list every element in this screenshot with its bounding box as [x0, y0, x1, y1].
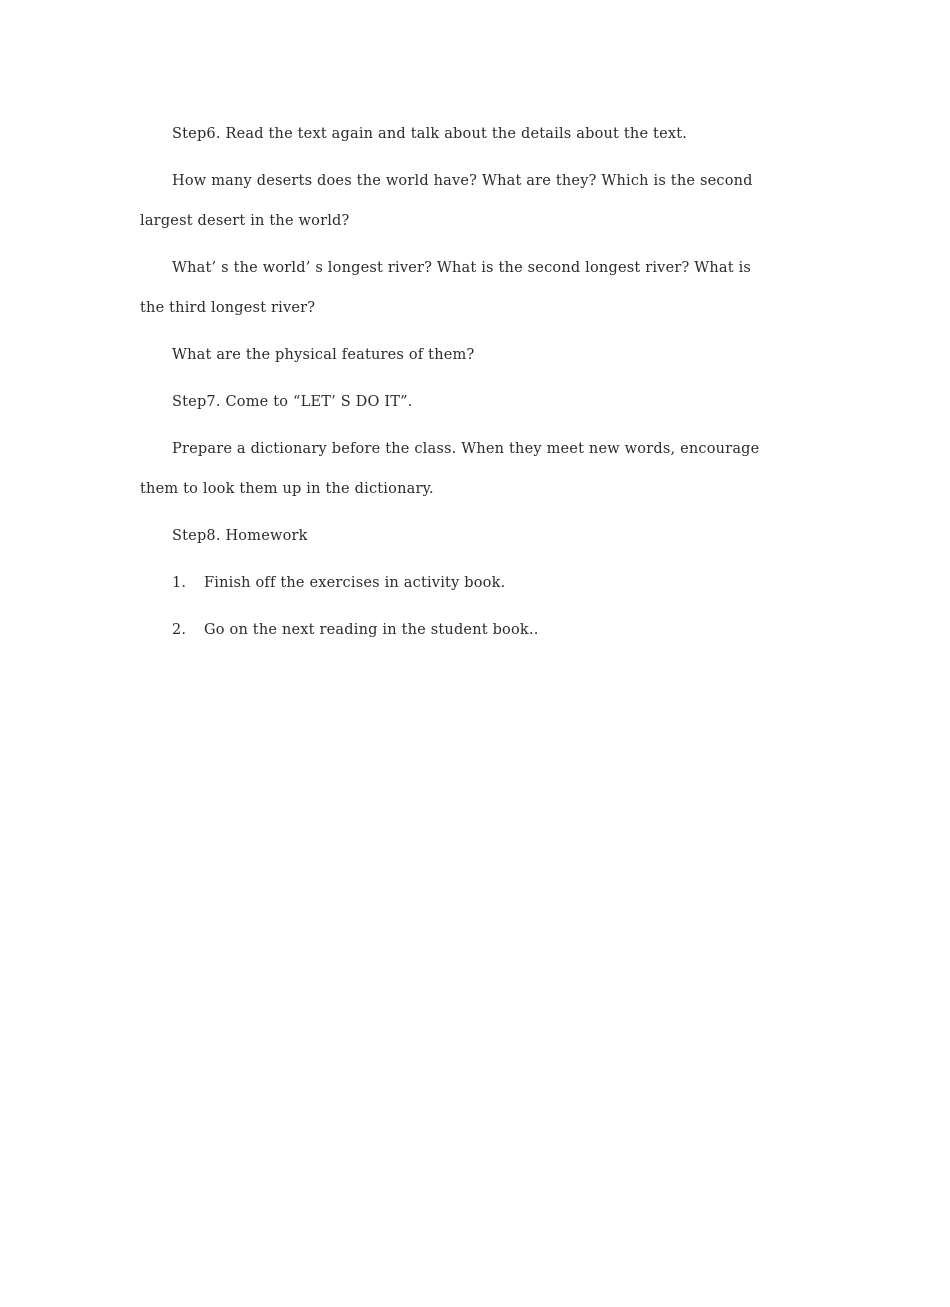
step6-heading: Step6. Read the text again and talk about the details about the text.	[172, 126, 688, 142]
homework-item-1-number: 1.	[172, 575, 187, 591]
question-rivers-line1: What’ s the world’ s longest river? What is the second longest river? What is	[172, 260, 752, 276]
step7-paragraph-line1: Prepare a dictionary before the class. When they meet new words, encourage	[172, 441, 760, 457]
step7-paragraph-line2: them to look them up in the dictionary.	[140, 481, 434, 497]
question-deserts-line2: largest desert in the world?	[140, 213, 350, 229]
question-deserts-line1: How many deserts does the world have? What are they? Which is the second	[172, 173, 753, 189]
question-rivers-line2: the third longest river?	[140, 300, 316, 316]
question-features: What are the physical features of them?	[172, 347, 475, 363]
step8-heading: Step8. Homework	[172, 528, 308, 544]
homework-item-2-text: Go on the next reading in the student book..	[204, 622, 539, 638]
step7-heading: Step7. Come to “LET’ S DO IT”.	[172, 394, 413, 410]
homework-item-2-number: 2.	[172, 622, 187, 638]
homework-item-1-text: Finish off the exercises in activity book.	[204, 575, 506, 591]
